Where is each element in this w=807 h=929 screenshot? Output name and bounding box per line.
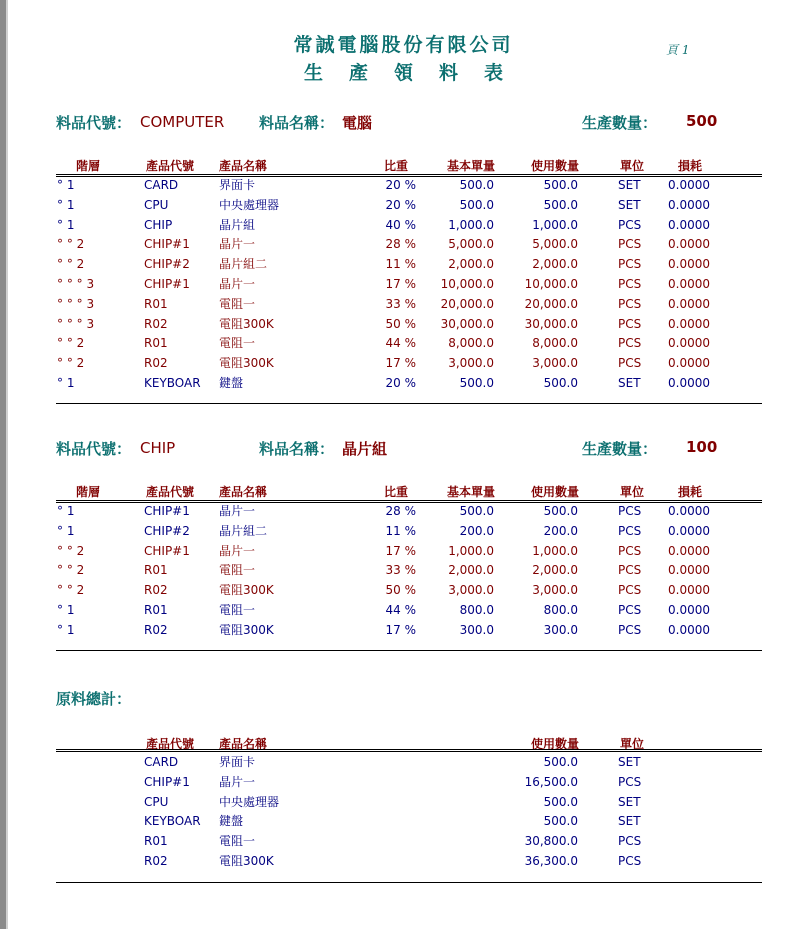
row-use-qty: 200.0 [543, 523, 578, 538]
col-level: 階層 [76, 485, 101, 499]
row-ratio: 17 % [385, 622, 416, 637]
row-use-qty: 500.0 [543, 504, 578, 518]
col-loss: 損耗 [678, 159, 703, 173]
row-ratio: 40 % [385, 217, 416, 232]
row-code: CARD [144, 178, 179, 192]
summary-row-name: 中央處理器 [219, 794, 280, 809]
row-base-qty: 300.0 [459, 622, 494, 637]
row-code: R01 [144, 563, 168, 578]
summary-row-use-qty: 500.0 [543, 794, 578, 809]
row-loss: 0.0000 [668, 217, 710, 232]
row-loss: 0.0000 [668, 237, 710, 252]
row-name: 電阻300K [219, 583, 274, 598]
section-end-rule [56, 650, 762, 651]
summary-col-unit: 單位 [620, 737, 645, 751]
row-code: CHIP [144, 217, 173, 232]
col-name: 產品名稱 [219, 159, 268, 173]
col-code: 產品代號 [146, 485, 195, 499]
row-code: CHIP#1 [144, 237, 190, 252]
row-code: CHIP#1 [144, 543, 190, 558]
summary-col-use-qty: 使用數量 [530, 737, 579, 751]
row-loss: 0.0000 [668, 583, 710, 598]
col-loss: 損耗 [678, 485, 703, 499]
summary-title: 原料總計： [56, 690, 132, 708]
summary-header-double-rule [56, 749, 762, 752]
row-unit: PCS [618, 237, 642, 252]
summary-row-unit: SET [618, 755, 641, 769]
row-unit: PCS [618, 356, 642, 371]
col-code: 產品代號 [146, 159, 195, 173]
row-use-qty: 3,000.0 [532, 356, 578, 371]
row-loss: 0.0000 [668, 277, 710, 291]
row-code: R02 [144, 356, 168, 371]
col-use-qty: 使用數量 [530, 159, 579, 173]
summary-col-name: 產品名稱 [219, 737, 268, 751]
col-unit: 單位 [620, 485, 645, 499]
summary-row-unit: SET [618, 814, 641, 829]
row-loss: 0.0000 [668, 543, 710, 558]
row-level: ° 1 [57, 178, 75, 192]
row-level: ° ° 2 [57, 543, 85, 558]
summary-row-use-qty: 500.0 [543, 814, 578, 829]
summary-row-use-qty: 16,500.0 [524, 774, 578, 789]
row-use-qty: 2,000.0 [532, 257, 578, 272]
row-unit: PCS [618, 622, 642, 637]
item-name-label: 料品名稱： [259, 114, 335, 132]
row-level: ° ° 2 [57, 583, 85, 598]
row-name: 晶片一 [219, 237, 256, 252]
summary-col-code: 產品代號 [146, 737, 195, 751]
summary-row-code: KEYBOAR [144, 814, 201, 829]
row-code: R01 [144, 603, 168, 617]
col-ratio: 比重 [383, 485, 408, 499]
report-title: 生產領料表 [303, 62, 529, 84]
row-level: ° 1 [57, 197, 75, 212]
row-level: ° ° 2 [57, 237, 85, 252]
summary-row-code: CPU [144, 794, 169, 809]
row-loss: 0.0000 [668, 356, 710, 371]
row-ratio: 44 % [385, 336, 416, 351]
row-code: CPU [144, 197, 169, 212]
window-left-border-highlight [6, 0, 8, 929]
row-unit: PCS [618, 277, 642, 291]
row-loss: 0.0000 [668, 563, 710, 578]
row-use-qty: 300.0 [543, 622, 578, 637]
row-level: ° 1 [57, 603, 75, 617]
row-ratio: 28 % [385, 504, 416, 518]
row-base-qty: 8,000.0 [448, 336, 494, 351]
summary-row-name: 電阻300K [219, 854, 274, 868]
row-use-qty: 10,000.0 [524, 277, 578, 291]
item-code-label: 料品代號： [56, 440, 132, 458]
row-base-qty: 20,000.0 [440, 296, 494, 311]
summary-row-code: R01 [144, 834, 168, 849]
row-unit: PCS [618, 543, 642, 558]
row-base-qty: 2,000.0 [448, 257, 494, 272]
row-level: ° ° 2 [57, 563, 85, 578]
row-ratio: 20 % [385, 376, 416, 390]
row-code: CHIP#2 [144, 523, 190, 538]
row-ratio: 11 % [385, 523, 416, 538]
summary-row-code: CHIP#1 [144, 774, 190, 789]
summary-row-code: R02 [144, 854, 168, 868]
item-code-value: COMPUTER [140, 113, 225, 131]
production-qty-label: 生產數量： [582, 114, 658, 132]
row-name: 鍵盤 [219, 376, 244, 390]
row-use-qty: 500.0 [543, 178, 578, 192]
row-loss: 0.0000 [668, 523, 710, 538]
item-name-value: 電腦 [342, 114, 373, 132]
row-unit: SET [618, 178, 641, 192]
row-code: CHIP#1 [144, 504, 190, 518]
header-double-rule [56, 500, 762, 503]
row-loss: 0.0000 [668, 336, 710, 351]
row-loss: 0.0000 [668, 178, 710, 192]
col-base-qty: 基本單量 [446, 485, 495, 499]
row-ratio: 28 % [385, 237, 416, 252]
row-ratio: 20 % [385, 197, 416, 212]
row-ratio: 20 % [385, 178, 416, 192]
summary-row-name: 界面卡 [219, 755, 256, 769]
row-code: R02 [144, 622, 168, 637]
row-ratio: 11 % [385, 257, 416, 272]
row-name: 電阻300K [219, 622, 274, 637]
row-unit: PCS [618, 296, 642, 311]
item-name-label: 料品名稱： [259, 440, 335, 458]
row-loss: 0.0000 [668, 376, 710, 390]
row-name: 晶片一 [219, 277, 256, 291]
row-base-qty: 1,000.0 [448, 217, 494, 232]
row-base-qty: 500.0 [459, 178, 494, 192]
row-use-qty: 5,000.0 [532, 237, 578, 252]
col-level: 階層 [76, 159, 101, 173]
row-name: 電阻一 [219, 336, 256, 351]
row-unit: PCS [618, 217, 642, 232]
row-base-qty: 1,000.0 [448, 543, 494, 558]
production-qty-value: 500 [686, 112, 718, 130]
row-base-qty: 3,000.0 [448, 356, 494, 371]
row-name: 電阻一 [219, 603, 256, 617]
row-code: R01 [144, 296, 168, 311]
row-unit: SET [618, 376, 641, 390]
item-code-label: 料品代號： [56, 114, 132, 132]
row-name: 晶片一 [219, 504, 256, 518]
row-name: 晶片組二 [219, 257, 268, 272]
row-name: 晶片組 [219, 217, 256, 232]
row-unit: PCS [618, 504, 642, 518]
row-loss: 0.0000 [668, 622, 710, 637]
row-base-qty: 3,000.0 [448, 583, 494, 598]
header-double-rule [56, 174, 762, 177]
row-loss: 0.0000 [668, 504, 710, 518]
summary-row-use-qty: 500.0 [543, 755, 578, 769]
summary-row-name: 晶片一 [219, 774, 256, 789]
row-name: 晶片組二 [219, 523, 268, 538]
col-ratio: 比重 [383, 159, 408, 173]
row-base-qty: 2,000.0 [448, 563, 494, 578]
production-qty-label: 生產數量： [582, 440, 658, 458]
summary-row-unit: PCS [618, 834, 642, 849]
row-ratio: 50 % [385, 583, 416, 598]
row-level: ° 1 [57, 523, 75, 538]
row-name: 中央處理器 [219, 197, 280, 212]
row-base-qty: 200.0 [459, 523, 494, 538]
col-unit: 單位 [620, 159, 645, 173]
row-level: ° ° ° 3 [57, 296, 95, 311]
page-number: 頁 1 [666, 43, 690, 57]
row-loss: 0.0000 [668, 197, 710, 212]
production-qty-value: 100 [686, 438, 718, 456]
section-end-rule [56, 403, 762, 404]
row-use-qty: 1,000.0 [532, 217, 578, 232]
item-code-value: CHIP [140, 439, 176, 457]
row-unit: PCS [618, 316, 642, 331]
row-code: R01 [144, 336, 168, 351]
col-base-qty: 基本單量 [446, 159, 495, 173]
row-use-qty: 8,000.0 [532, 336, 578, 351]
row-code: R02 [144, 583, 168, 598]
row-ratio: 44 % [385, 603, 416, 617]
summary-row-unit: PCS [618, 854, 642, 868]
row-unit: PCS [618, 583, 642, 598]
company-name: 常誠電腦股份有限公司 [293, 34, 514, 56]
row-loss: 0.0000 [668, 257, 710, 272]
row-ratio: 50 % [385, 316, 416, 331]
row-name: 晶片一 [219, 543, 256, 558]
row-ratio: 17 % [385, 356, 416, 371]
row-code: R02 [144, 316, 168, 331]
row-use-qty: 20,000.0 [524, 296, 578, 311]
row-level: ° ° ° 3 [57, 316, 95, 331]
summary-row-use-qty: 36,300.0 [524, 854, 578, 868]
row-unit: PCS [618, 257, 642, 272]
row-level: ° 1 [57, 217, 75, 232]
row-loss: 0.0000 [668, 603, 710, 617]
row-use-qty: 2,000.0 [532, 563, 578, 578]
summary-end-rule [56, 882, 762, 883]
row-use-qty: 800.0 [543, 603, 578, 617]
row-level: ° 1 [57, 376, 75, 390]
row-use-qty: 500.0 [543, 197, 578, 212]
row-base-qty: 5,000.0 [448, 237, 494, 252]
row-ratio: 17 % [385, 543, 416, 558]
row-use-qty: 3,000.0 [532, 583, 578, 598]
row-base-qty: 800.0 [459, 603, 494, 617]
row-name: 電阻300K [219, 356, 274, 371]
row-base-qty: 10,000.0 [440, 277, 494, 291]
row-base-qty: 500.0 [459, 376, 494, 390]
row-ratio: 17 % [385, 277, 416, 291]
row-code: CHIP#1 [144, 277, 190, 291]
row-unit: PCS [618, 523, 642, 538]
summary-row-unit: PCS [618, 774, 642, 789]
row-level: ° 1 [57, 504, 75, 518]
row-use-qty: 500.0 [543, 376, 578, 390]
summary-row-name: 鍵盤 [219, 814, 244, 829]
row-level: ° ° 2 [57, 336, 85, 351]
row-unit: SET [618, 197, 641, 212]
summary-row-code: CARD [144, 755, 179, 769]
row-level: ° ° 2 [57, 257, 85, 272]
summary-row-unit: SET [618, 794, 641, 809]
row-code: CHIP#2 [144, 257, 190, 272]
row-use-qty: 30,000.0 [524, 316, 578, 331]
col-use-qty: 使用數量 [530, 485, 579, 499]
row-base-qty: 500.0 [459, 197, 494, 212]
summary-row-name: 電阻一 [219, 834, 256, 849]
row-level: ° ° ° 3 [57, 277, 95, 291]
item-name-value: 晶片組 [342, 440, 388, 458]
row-name: 電阻一 [219, 296, 256, 311]
row-ratio: 33 % [385, 563, 416, 578]
row-ratio: 33 % [385, 296, 416, 311]
row-loss: 0.0000 [668, 296, 710, 311]
row-unit: PCS [618, 563, 642, 578]
row-base-qty: 30,000.0 [440, 316, 494, 331]
col-name: 產品名稱 [219, 485, 268, 499]
row-name: 電阻300K [219, 316, 274, 331]
row-use-qty: 1,000.0 [532, 543, 578, 558]
row-base-qty: 500.0 [459, 504, 494, 518]
summary-row-use-qty: 30,800.0 [524, 834, 578, 849]
row-level: ° 1 [57, 622, 75, 637]
row-name: 電阻一 [219, 563, 256, 578]
row-code: KEYBOAR [144, 376, 201, 390]
row-unit: PCS [618, 336, 642, 351]
row-unit: PCS [618, 603, 642, 617]
row-loss: 0.0000 [668, 316, 710, 331]
row-level: ° ° 2 [57, 356, 85, 371]
row-name: 界面卡 [219, 178, 256, 192]
